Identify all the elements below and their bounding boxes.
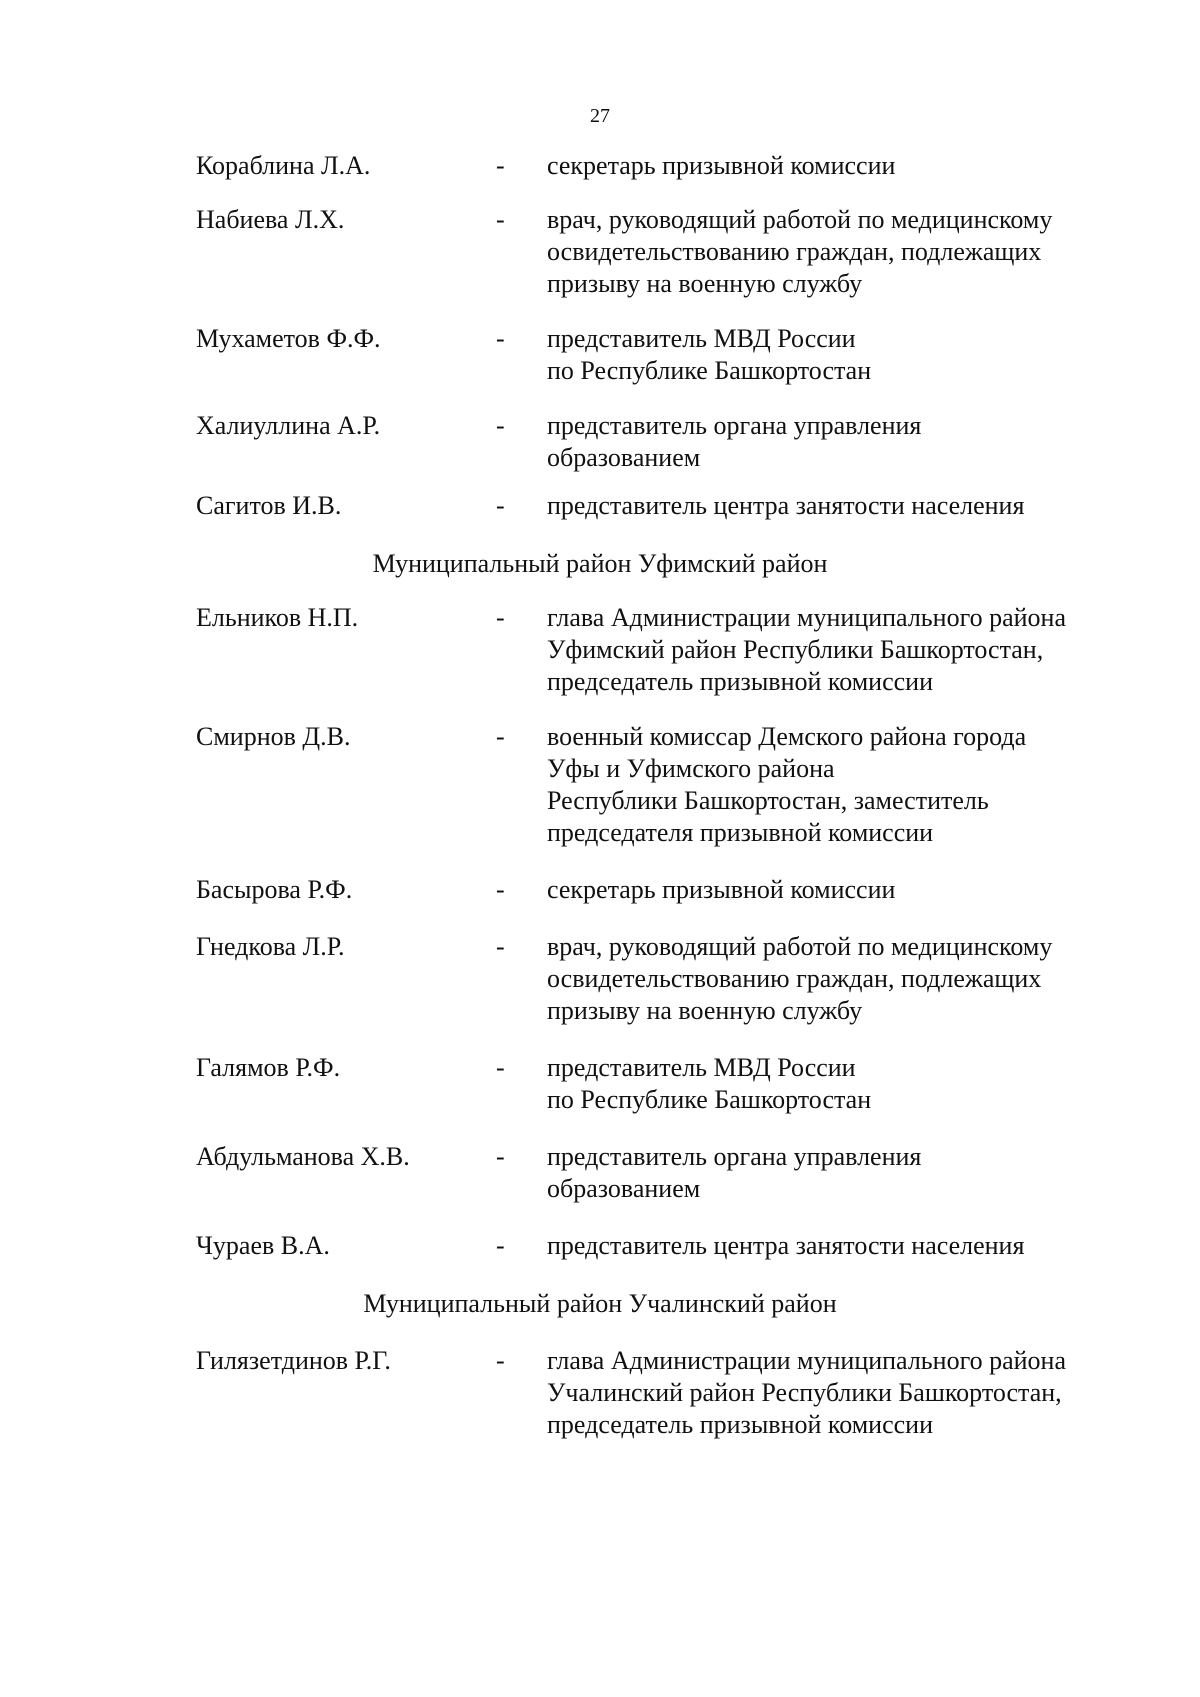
member-name: Халиуллина А.Р. bbox=[196, 411, 381, 440]
section-heading: Муниципальный район Учалинский район bbox=[363, 1289, 837, 1318]
page-number: 27 bbox=[590, 105, 610, 127]
member-name: Гнедкова Л.Р. bbox=[196, 932, 345, 961]
member-role bbox=[547, 1052, 1116, 1116]
role-line: по Республике Башкортостан bbox=[547, 356, 872, 385]
role-line: врач, руководящий работой по медицинскому bbox=[547, 205, 1053, 234]
member-entry bbox=[196, 150, 1116, 182]
member-name: Ельников Н.П. bbox=[196, 603, 359, 632]
separator-dash: - bbox=[496, 1142, 505, 1171]
member-entry bbox=[196, 602, 1116, 698]
member-name: Абдульманова Х.В. bbox=[196, 1142, 410, 1171]
member-role bbox=[547, 204, 1116, 300]
member-name: Набиева Л.Х. bbox=[196, 205, 345, 234]
separator-dash: - bbox=[496, 411, 505, 440]
member-entry bbox=[196, 204, 1116, 300]
role-line: врач, руководящий работой по медицинскому bbox=[547, 932, 1053, 961]
member-role bbox=[547, 410, 1116, 474]
role-line: представитель органа управления bbox=[547, 1142, 922, 1171]
role-line: освидетельствованию граждан, подлежащих bbox=[547, 964, 1042, 993]
member-role bbox=[547, 150, 1116, 182]
role-line: Республики Башкортостан, заместитель bbox=[547, 786, 989, 815]
role-line: призыву на военную службу bbox=[547, 269, 863, 298]
role-line: представитель МВД России bbox=[547, 1053, 856, 1082]
commission-list bbox=[196, 150, 1116, 1441]
role-line: представитель центра занятости населения bbox=[547, 1231, 1025, 1260]
role-line: секретарь призывной комиссии bbox=[547, 875, 896, 904]
member-role bbox=[547, 490, 1116, 522]
separator-dash: - bbox=[496, 1231, 505, 1260]
member-entry bbox=[196, 1345, 1116, 1441]
member-entry bbox=[196, 931, 1116, 1027]
separator-dash: - bbox=[496, 1053, 505, 1082]
member-name: Гилязетдинов Р.Г. bbox=[196, 1346, 391, 1375]
role-line: секретарь призывной комиссии bbox=[547, 151, 896, 180]
separator-dash: - bbox=[496, 151, 505, 180]
role-line: председатель призывной комиссии bbox=[547, 667, 933, 696]
role-line: Уфы и Уфимского района bbox=[547, 754, 835, 783]
separator-dash: - bbox=[496, 324, 505, 353]
role-line: призыву на военную службу bbox=[547, 996, 863, 1025]
member-name: Галямов Р.Ф. bbox=[196, 1053, 341, 1082]
member-entry bbox=[196, 721, 1116, 849]
separator-dash: - bbox=[496, 932, 505, 961]
member-entry bbox=[196, 874, 1116, 906]
role-line: глава Администрации муниципального района bbox=[547, 1346, 1066, 1375]
role-line: председателя призывной комиссии bbox=[547, 818, 934, 847]
role-line: глава Администрации муниципального района bbox=[547, 603, 1066, 632]
role-line: представитель центра занятости населения bbox=[547, 491, 1025, 520]
separator-dash: - bbox=[496, 603, 505, 632]
member-entry bbox=[196, 490, 1116, 522]
member-name: Смирнов Д.В. bbox=[196, 722, 351, 751]
role-line: образованием bbox=[547, 443, 701, 472]
member-name: Чураев В.А. bbox=[196, 1231, 330, 1260]
role-line: Уфимский район Республики Башкортостан, bbox=[547, 635, 1044, 664]
member-name: Кораблина Л.А. bbox=[196, 151, 371, 180]
member-name: Мухаметов Ф.Ф. bbox=[196, 324, 381, 353]
role-line: председатель призывной комиссии bbox=[547, 1410, 933, 1439]
role-line: представитель МВД России bbox=[547, 324, 856, 353]
member-entry bbox=[196, 1141, 1116, 1205]
member-role bbox=[547, 602, 1116, 698]
role-line: образованием bbox=[547, 1174, 701, 1203]
role-line: освидетельствованию граждан, подлежащих bbox=[547, 237, 1042, 266]
section-heading: Муниципальный район Уфимский район bbox=[372, 549, 828, 578]
member-role bbox=[547, 721, 1116, 849]
member-role bbox=[547, 1345, 1116, 1441]
role-line: представитель органа управления bbox=[547, 411, 922, 440]
member-role bbox=[547, 874, 1116, 906]
member-role bbox=[547, 1141, 1116, 1205]
separator-dash: - bbox=[496, 875, 505, 904]
separator-dash: - bbox=[496, 722, 505, 751]
role-line: по Республике Башкортостан bbox=[547, 1085, 872, 1114]
member-entry bbox=[196, 1230, 1116, 1262]
member-name: Сагитов И.В. bbox=[196, 491, 342, 520]
separator-dash: - bbox=[496, 1346, 505, 1375]
separator-dash: - bbox=[496, 491, 505, 520]
member-role bbox=[547, 323, 1116, 387]
member-role bbox=[547, 931, 1116, 1027]
role-line: Учалинский район Республики Башкортостан, bbox=[547, 1378, 1062, 1407]
member-role bbox=[547, 1230, 1116, 1262]
member-entry bbox=[196, 410, 1116, 474]
member-entry bbox=[196, 323, 1116, 387]
role-line: военный комиссар Демского района города bbox=[547, 722, 1027, 751]
member-name: Басырова Р.Ф. bbox=[196, 875, 353, 904]
separator-dash: - bbox=[496, 205, 505, 234]
member-entry bbox=[196, 1052, 1116, 1116]
